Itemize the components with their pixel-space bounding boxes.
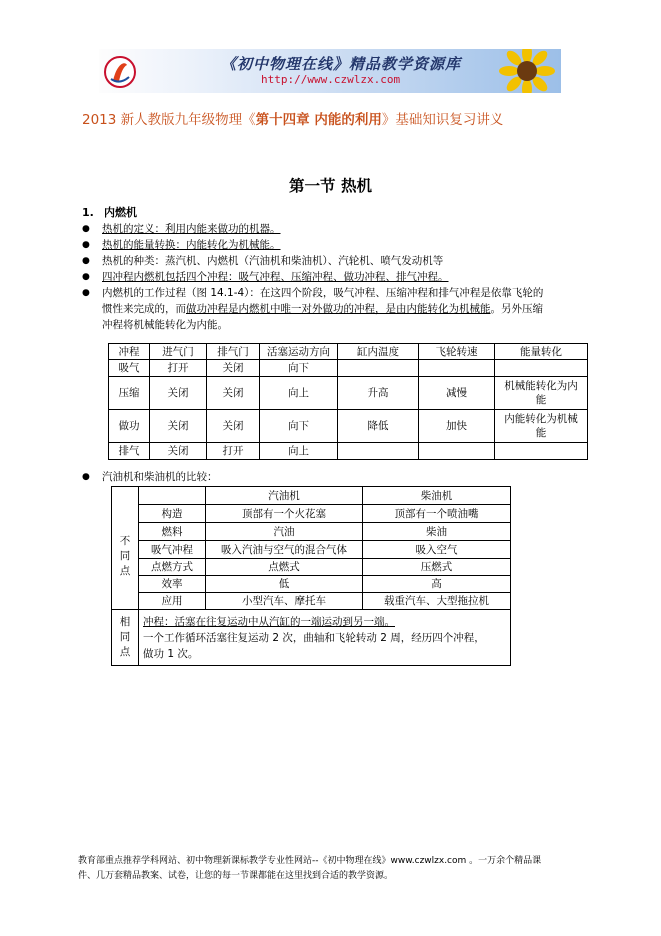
table-header: 缸内温度	[338, 344, 419, 360]
table-cell: 关闭	[150, 377, 207, 410]
table-cell: 压缩	[109, 377, 150, 410]
table-header: 能量转化	[495, 344, 588, 360]
table-header: 柴油机	[363, 487, 511, 505]
table-header: 飞轮转速	[419, 344, 495, 360]
table-header: 活塞运动方向	[260, 344, 338, 360]
banner-title: 《初中物理在线》精品教学资源库	[221, 55, 462, 73]
table-row	[109, 410, 588, 443]
table-cell: 向下	[260, 360, 338, 377]
table-cell	[338, 443, 419, 460]
bullet-work-process: ● 内燃机的工作过程（图 14.1-4）：在这四个阶段，吸气冲程、压缩冲程和排气冲程是依靠飞轮的 惯性来完成的，而做功冲程是内燃机中唯一对外做功的冲程，是由内能转化为机械能。另外压缩 冲程将机械能转化为内能。	[82, 285, 582, 333]
table-cell: 打开	[150, 360, 207, 377]
table-cell: 吸入汽油与空气的混合气体	[206, 541, 363, 559]
bullet-four-strokes: ● 四冲程内燃机包括四个冲程：吸气冲程、压缩冲程、做功冲程、排气冲程。	[82, 269, 582, 285]
table-cell: 吸气	[109, 360, 150, 377]
page-footer: 教育部重点推荐学科网站、初中物理新课标教学专业性网站--《初中物理在线》www.czwlzx.com 。一万余个精品课 件、几万套精品教案、试卷，让您的每一节课都能在这里找到合适的教学资源。	[78, 856, 542, 881]
table-cell: 内能转化为机械能	[495, 410, 588, 443]
table-cell: 加快	[419, 410, 495, 443]
table-cell: 点燃式	[206, 559, 363, 576]
table-cell	[419, 360, 495, 377]
table-cell: 打开	[207, 443, 260, 460]
table-cell: 燃料	[139, 523, 206, 541]
table-row	[112, 559, 511, 576]
table-cell: 关闭	[150, 443, 207, 460]
heading-internal-combustion-engine: 1. 内燃机	[82, 206, 137, 219]
bullet-list	[82, 221, 582, 333]
table-cell: 关闭	[207, 410, 260, 443]
table-header: 排气门	[207, 344, 260, 360]
stroke-table	[108, 343, 588, 460]
different-points-label: 不同点	[112, 505, 139, 610]
table-cell: 关闭	[150, 410, 207, 443]
table-header	[112, 487, 139, 505]
table-cell: 汽油	[206, 523, 363, 541]
table-cell: 排气	[109, 443, 150, 460]
engine-comparison-table	[111, 486, 511, 666]
table-header-row	[112, 487, 511, 505]
table-cell: 低	[206, 576, 363, 593]
table-cell: 吸气冲程	[139, 541, 206, 559]
bullet-heat-engine-definition: ● 热机的定义：利用内能来做功的机器。	[82, 221, 582, 237]
table-cell: 小型汽车、摩托车	[206, 593, 363, 610]
table-row	[112, 593, 511, 610]
table-cell: 顶部有一个火花塞	[206, 505, 363, 523]
table-row	[112, 541, 511, 559]
table-row	[109, 377, 588, 410]
table-cell: 构造	[139, 505, 206, 523]
table-cell	[495, 360, 588, 377]
table-cell: 吸入空气	[363, 541, 511, 559]
bullet-engine-types: ● 热机的种类：蒸汽机、内燃机（汽油机和柴油机）、汽轮机、喷气发动机等	[82, 253, 582, 269]
sunflower-icon	[495, 49, 559, 93]
table-cell	[419, 443, 495, 460]
table-row	[109, 360, 588, 377]
table-cell: 点燃方式	[139, 559, 206, 576]
table-cell: 向上	[260, 443, 338, 460]
table-cell: 顶部有一个喷油嘴	[363, 505, 511, 523]
table-header: 冲程	[109, 344, 150, 360]
table-cell: 减慢	[419, 377, 495, 410]
document-title: 2013 新人教版九年级物理《第十四章 内能的利用》基础知识复习讲义	[82, 112, 504, 128]
table-header: 进气门	[150, 344, 207, 360]
table-cell: 做功	[109, 410, 150, 443]
table-cell: 柴油	[363, 523, 511, 541]
section-title: 第一节 热机	[289, 176, 372, 195]
table-row	[109, 443, 588, 460]
table-header	[139, 487, 206, 505]
table-row	[112, 523, 511, 541]
table-cell: 高	[363, 576, 511, 593]
site-logo-icon	[103, 55, 137, 89]
table-cell: 关闭	[207, 377, 260, 410]
table-cell	[495, 443, 588, 460]
table-cell: 关闭	[207, 360, 260, 377]
same-points-label: 相同点	[112, 610, 139, 666]
table-cell: 压燃式	[363, 559, 511, 576]
header-banner	[99, 49, 561, 93]
table-cell: 向下	[260, 410, 338, 443]
table-cell: 载重汽车、大型拖拉机	[363, 593, 511, 610]
table-cell: 效率	[139, 576, 206, 593]
bullet-comparison-label: ● 汽油机和柴油机的比较：	[82, 470, 218, 484]
same-points-text: 冲程：活塞在往复运动中从汽缸的一端运动到另一端。 一个工作循环活塞往复运动 2 次，曲轴和飞轮转动 2 周，经历四个冲程， 做功 1 次。	[139, 610, 511, 666]
table-cell: 应用	[139, 593, 206, 610]
table-cell: 降低	[338, 410, 419, 443]
table-row	[112, 576, 511, 593]
table-cell	[338, 360, 419, 377]
table-cell: 向上	[260, 377, 338, 410]
table-cell: 升高	[338, 377, 419, 410]
table-row	[112, 505, 511, 523]
table-header: 汽油机	[206, 487, 363, 505]
table-cell: 机械能转化为内能	[495, 377, 588, 410]
table-header-row	[109, 344, 588, 360]
bullet-energy-conversion: ● 热机的能量转换：内能转化为机械能。	[82, 237, 582, 253]
banner-url[interactable]: http://www.czwlzx.com	[261, 73, 401, 86]
table-row-same-points	[112, 610, 511, 666]
